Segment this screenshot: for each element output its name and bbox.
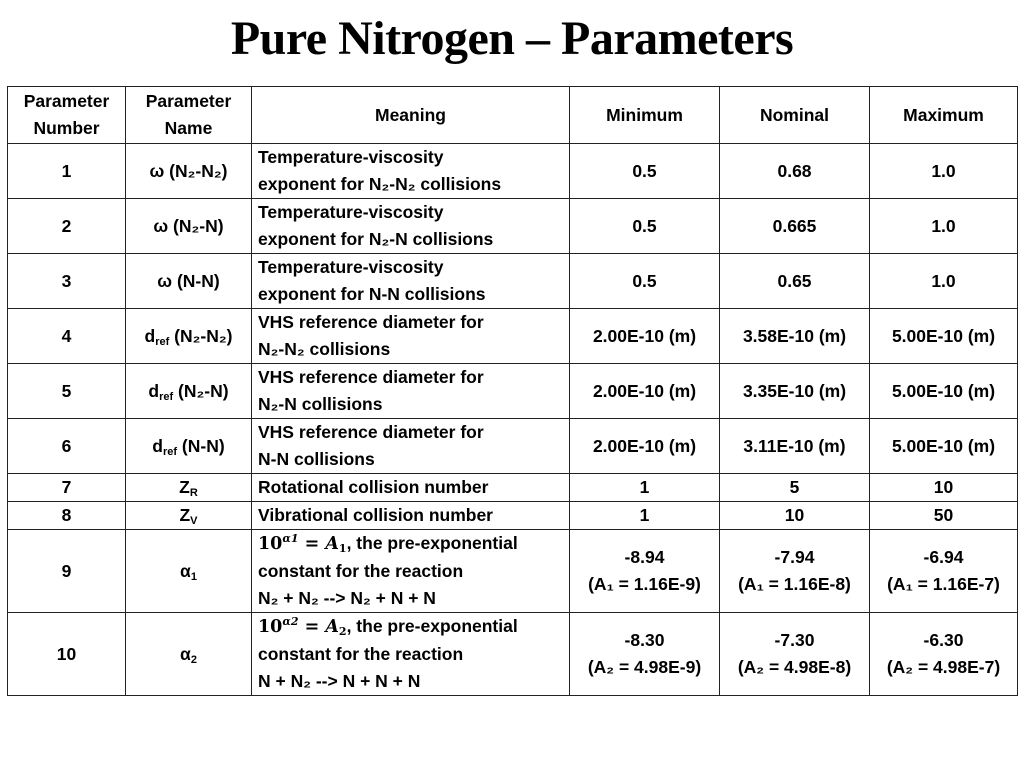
header-minimum: Minimum <box>570 87 720 144</box>
maximum-value: 5.00E-10 (m) <box>870 364 1018 419</box>
parameter-meaning: $10^{\alpha 2} = A_2$, the pre-exponential constant for the reaction N + N₂ --> N + N + N <box>252 613 570 696</box>
table-row <box>8 364 1018 419</box>
parameter-meaning: $10^{\alpha 1} = A_1$, the pre-exponential constant for the reaction N₂ + N₂ --> N₂ + N + N <box>252 530 570 613</box>
nominal-value: -7.94 (A₁ = 1.16E-8) <box>720 530 870 613</box>
parameter-number: 10 <box>8 613 126 696</box>
minimum-value: 2.00E-10 (m) <box>570 419 720 474</box>
parameter-meaning: Temperature-viscosity exponent for N₂-N₂ collisions <box>252 144 570 199</box>
minimum-value: 0.5 <box>570 144 720 199</box>
maximum-value: 1.0 <box>870 144 1018 199</box>
parameter-name: $\alpha_2$ <box>126 613 252 696</box>
maximum-value: -6.30 (A₂ = 4.98E-7) <box>870 613 1018 696</box>
parameter-meaning: Temperature-viscosity exponent for N-N collisions <box>252 254 570 309</box>
table-row <box>8 254 1018 309</box>
parameter-number: 3 <box>8 254 126 309</box>
formula: $10^{\alpha 1} = A_1$ <box>258 532 347 555</box>
parameter-number: 7 <box>8 474 126 502</box>
nominal-value: 0.65 <box>720 254 870 309</box>
parameter-meaning: Rotational collision number <box>252 474 570 502</box>
parameter-name: ω (N₂-N₂) <box>126 144 252 199</box>
minimum-value: 2.00E-10 (m) <box>570 364 720 419</box>
parameter-name: $d_{ref}$ (N₂-N) <box>126 364 252 419</box>
table-row <box>8 144 1018 199</box>
formula: $10^{\alpha 2} = A_2$ <box>258 615 347 638</box>
minimum-value: 1 <box>570 474 720 502</box>
nominal-value: 3.58E-10 (m) <box>720 309 870 364</box>
maximum-value: 5.00E-10 (m) <box>870 309 1018 364</box>
nominal-value: 3.11E-10 (m) <box>720 419 870 474</box>
parameter-meaning: VHS reference diameter for N₂-N collisions <box>252 364 570 419</box>
minimum-value: -8.30 (A₂ = 4.98E-9) <box>570 613 720 696</box>
parameter-name: $d_{ref}$ (N₂-N₂) <box>126 309 252 364</box>
maximum-value: -6.94 (A₁ = 1.16E-7) <box>870 530 1018 613</box>
parameter-number: 6 <box>8 419 126 474</box>
parameter-name: $d_{ref}$ (N-N) <box>126 419 252 474</box>
parameter-number: 8 <box>8 502 126 530</box>
maximum-value: 50 <box>870 502 1018 530</box>
parameter-number: 9 <box>8 530 126 613</box>
nominal-value: -7.30 (A₂ = 4.98E-8) <box>720 613 870 696</box>
table-row <box>8 199 1018 254</box>
minimum-value: -8.94 (A₁ = 1.16E-9) <box>570 530 720 613</box>
parameter-name: $\alpha_1$ <box>126 530 252 613</box>
header-parameter-number: Parameter Number <box>8 87 126 144</box>
nominal-value: 0.68 <box>720 144 870 199</box>
minimum-value: 2.00E-10 (m) <box>570 309 720 364</box>
parameter-name: ω (N-N) <box>126 254 252 309</box>
table-row <box>8 502 1018 530</box>
table-row <box>8 419 1018 474</box>
minimum-value: 0.5 <box>570 199 720 254</box>
table-row <box>8 309 1018 364</box>
header-maximum: Maximum <box>870 87 1018 144</box>
table-header-row <box>8 87 1018 144</box>
parameter-name: $Z_R$ <box>126 474 252 502</box>
maximum-value: 5.00E-10 (m) <box>870 419 1018 474</box>
header-nominal: Nominal <box>720 87 870 144</box>
maximum-value: 1.0 <box>870 199 1018 254</box>
minimum-value: 1 <box>570 502 720 530</box>
maximum-value: 10 <box>870 474 1018 502</box>
nominal-value: 5 <box>720 474 870 502</box>
nominal-value: 0.665 <box>720 199 870 254</box>
nominal-value: 3.35E-10 (m) <box>720 364 870 419</box>
header-parameter-name: Parameter Name <box>126 87 252 144</box>
maximum-value: 1.0 <box>870 254 1018 309</box>
page-title: Pure Nitrogen – Parameters <box>230 12 794 65</box>
parameters-table <box>7 86 1018 696</box>
table-row <box>8 474 1018 502</box>
parameter-meaning: VHS reference diameter for N₂-N₂ collisions <box>252 309 570 364</box>
parameter-name: ω (N₂-N) <box>126 199 252 254</box>
parameter-meaning: Vibrational collision number <box>252 502 570 530</box>
parameter-meaning: Temperature-viscosity exponent for N₂-N collisions <box>252 199 570 254</box>
header-meaning: Meaning <box>252 87 570 144</box>
parameter-number: 1 <box>8 144 126 199</box>
table-row <box>8 530 1018 613</box>
parameter-number: 4 <box>8 309 126 364</box>
parameter-number: 5 <box>8 364 126 419</box>
table-row <box>8 613 1018 696</box>
parameter-meaning: VHS reference diameter for N-N collisions <box>252 419 570 474</box>
parameter-number: 2 <box>8 199 126 254</box>
nominal-value: 10 <box>720 502 870 530</box>
minimum-value: 0.5 <box>570 254 720 309</box>
parameter-name: $Z_V$ <box>126 502 252 530</box>
